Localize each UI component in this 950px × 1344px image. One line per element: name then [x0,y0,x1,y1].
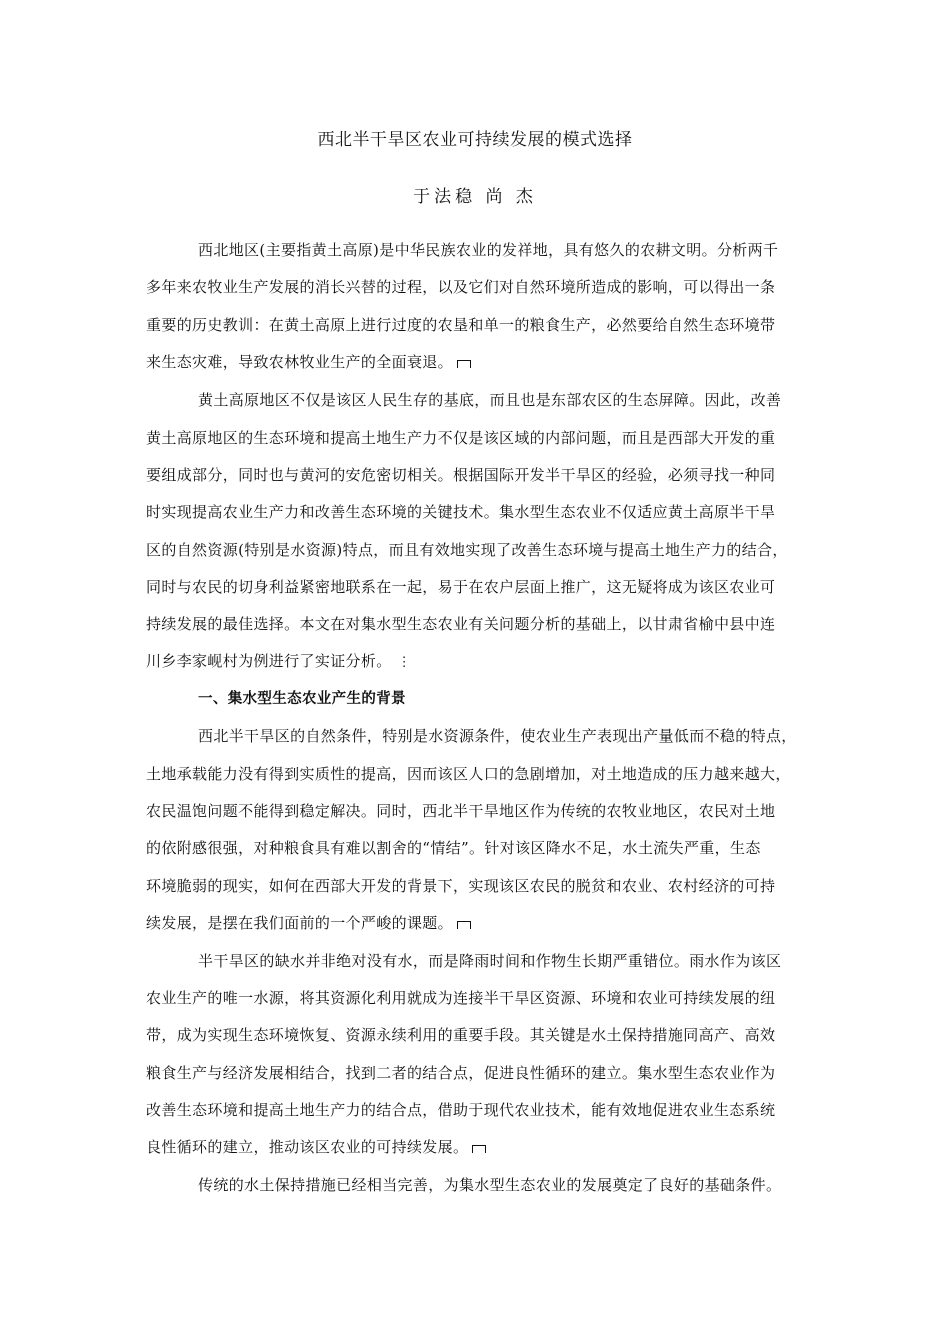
document-authors: 于法稳 尚 杰 [413,187,537,207]
paragraph-3-line-1: 西北半干旱区的自然条件，特别是水资源条件，使农业生产表现出产量低而不稳的特点， [198,727,797,745]
paragraph-2-line-7: 持续发展的最佳选择。本文在对集水型生态农业有关问题分析的基础上，以甘肃省榆中县中连 [146,615,776,633]
paragraph-3-line-6 [146,913,471,933]
paragraph-4-line-3: 带，成为实现生态环境恢复、资源永续利用的重要手段。其关键是水土保持措施同高产、高效 [146,1026,776,1044]
paragraph-mark-icon [472,1145,486,1153]
paragraph-2-line-8-text: 川乡李家岘村为例进行了实证分析。 [146,652,392,670]
paragraph-4-line-2: 农业生产的唯一水源，将其资源化利用就成为连接半干旱区资源、环境和农业可持续发展的纽 [146,989,776,1007]
paragraph-3-line-2: 土地承载能力没有得到实质性的提高，因而该区人口的急剧增加，对土地造成的压力越来越大， [146,765,791,783]
document-title: 西北半干旱区农业可持续发展的模式选择 [317,130,633,150]
paragraph-1-line-1: 西北地区(主要指黄土高原)是中华民族农业的发祥地，具有悠久的农耕文明。分析两千 [198,241,779,259]
paragraph-3-line-6-text: 续发展，是摆在我们面前的一个严峻的课题。 [146,914,454,932]
paragraph-4-line-6-text: 良性循环的建立，推动该区农业的可持续发展。 [146,1138,469,1156]
paragraph-1-line-4-text: 来生态灾难，导致农林牧业生产的全面衰退。 [146,353,454,371]
paragraph-2-line-1: 黄土高原地区不仅是该区人民生存的基底，而且也是东部农区的生态屏障。因此，改善 [198,391,782,409]
paragraph-4-line-1: 半干旱区的缺水并非绝对没有水，而是降雨时间和作物生长期严重错位。雨水作为该区 [198,952,782,970]
paragraph-3-line-3: 农民温饱问题不能得到稳定解决。同时，西北半干旱地区作为传统的农牧业地区，农民对土地 [146,802,776,820]
paragraph-4-line-4: 粮食生产与经济发展相结合，找到二者的结合点，促进良性循环的建立。集水型生态农业作为 [146,1064,776,1082]
paragraph-2-line-3: 要组成部分，同时也与黄河的安危密切相关。根据国际开发半干旱区的经验，必须寻找一种同 [146,466,776,484]
paragraph-3-line-5: 环境脆弱的现实，如何在西部大开发的背景下，实现该区农民的脱贫和农业、农村经济的可持 [146,877,776,895]
paragraph-3-line-4: 的依附感很强，对种粮食具有难以割舍的“情结”。针对该区降水不足，水土流失严重，生态 [146,839,761,857]
paragraph-1-line-3: 重要的历史教训：在黄土高原上进行过度的农垦和单一的粮食生产，必然要给自然生态环境带 [146,316,776,334]
paragraph-4-line-6 [146,1137,486,1157]
paragraph-1-line-2: 多年来农牧业生产发展的消长兴替的过程，以及它们对自然环境所造成的影响，可以得出一条 [146,278,776,296]
paragraph-2-line-4: 时实现提高农业生产力和改善生态环境的关键技术。集水型生态农业不仅适应黄土高原半干旱 [146,503,776,521]
paragraph-2-line-2: 黄土高原地区的生态环境和提高土地生产力不仅是该区域的内部问题，而且是西部大开发的重 [146,429,776,447]
paragraph-2-line-5: 区的自然资源(特别是水资源)特点，而且有效地实现了改善生态环境与提高土地生产力的结合， [146,541,788,559]
paragraph-mark-icon [457,921,471,929]
paragraph-5-line-1: 传统的水土保持措施已经相当完善，为集水型生态农业的发展奠定了良好的基础条件。 [198,1176,782,1194]
vertical-dots-icon: ⋮ [397,655,411,670]
paragraph-1-line-4 [146,352,471,372]
paragraph-2-line-6: 同时与农民的切身利益紧密地联系在一起，易于在农户层面上推广，这无疑将成为该区农业可 [146,578,776,596]
paragraph-2-line-8 [146,651,411,673]
section-heading: 一、集水型生态农业产生的背景 [198,691,406,707]
paragraph-4-line-5: 改善生态环境和提高土地生产力的结合点，借助于现代农业技术，能有效地促进农业生态系统 [146,1101,776,1119]
paragraph-mark-icon [457,360,471,368]
